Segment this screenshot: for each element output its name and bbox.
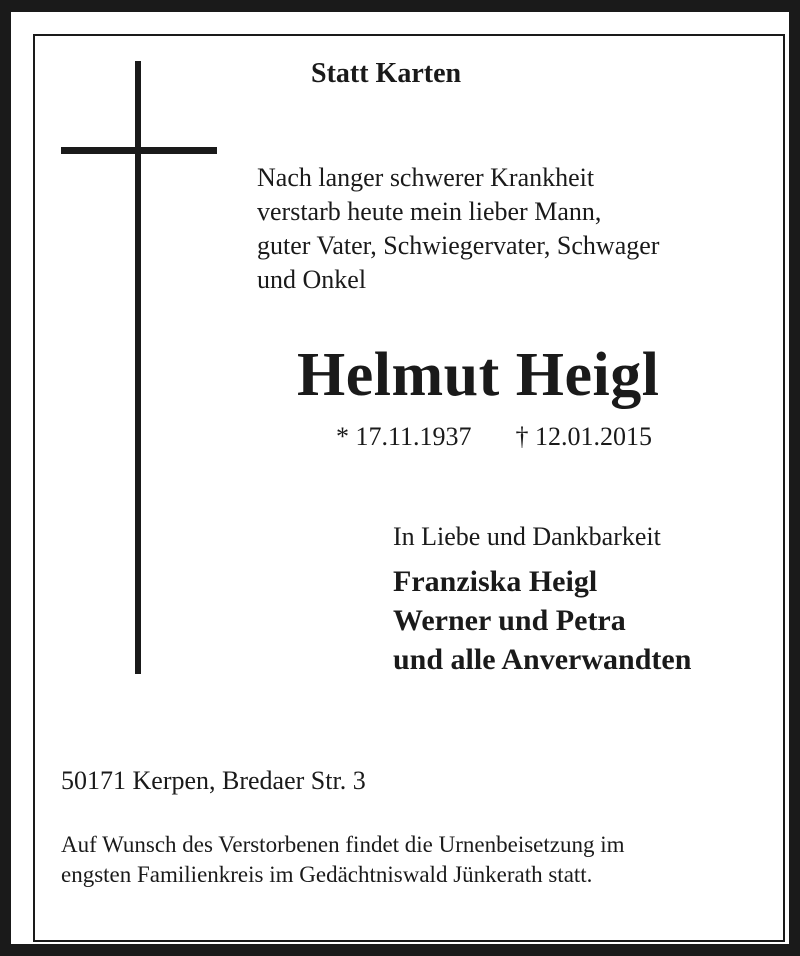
intro-line: guter Vater, Schwiegervater, Schwager [257,231,660,260]
notice-heading: Statt Karten [311,58,462,89]
life-dates [336,422,652,452]
mourner-name: Franziska Heigl [393,565,598,598]
intro-line: Nach langer schwerer Krankheit [257,163,595,192]
mourner-name: Werner und Petra [393,604,626,637]
intro-line: verstarb heute mein lieber Mann, [257,197,602,226]
intro-text [257,161,659,297]
intro-line: und Onkel [257,265,367,294]
family-address: 50171 Kerpen, Bredaer Str. 3 [61,766,366,795]
dedication-text: In Liebe und Dankbarkeit [393,522,661,551]
mourner-name: und alle Anverwandten [393,643,692,676]
cross-icon-horizontal-bar [61,147,217,154]
note-line: Auf Wunsch des Verstorbenen findet die Urnenbeisetzung im [61,832,625,857]
birth-date: * 17.11.1937 [336,422,472,451]
note-line: engsten Familienkreis im Gedächtniswald Jünkerath statt. [61,862,593,887]
deceased-name: Helmut Heigl [297,341,660,409]
burial-note [61,830,625,890]
mourners-list [393,562,691,679]
death-date: † 12.01.2015 [515,422,653,451]
